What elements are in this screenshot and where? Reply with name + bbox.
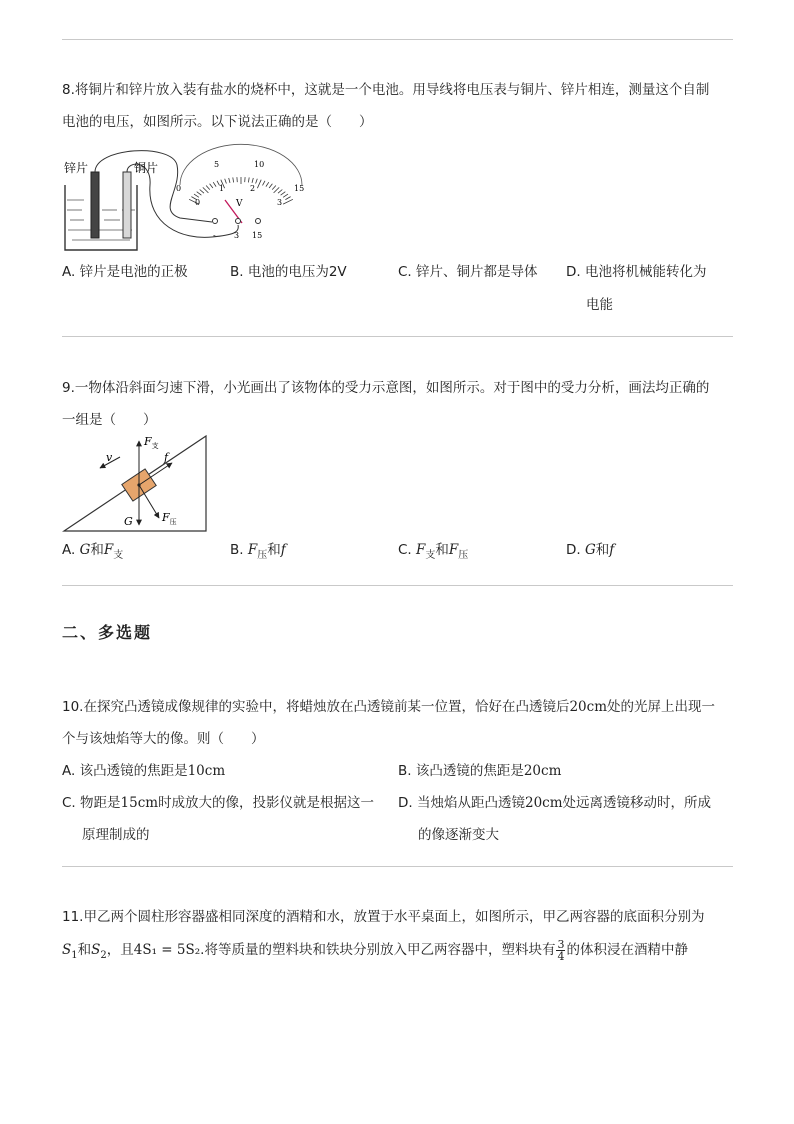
q10-stem-line1: 10.在探究凸透镜成像规律的实验中，将蜡烛放在凸透镜前某一位置，恰好在凸透镜后20cm处的光屏上出现一: [62, 699, 716, 715]
scale-tick: [278, 190, 282, 194]
q10-option-c[interactable]: C. 物距是15cm时成放大的像，投影仪就是根据这一: [62, 795, 375, 811]
divider-after-q9: [62, 585, 733, 586]
scale-bottom-2: 2: [250, 184, 256, 193]
scale-tick: [263, 181, 266, 186]
scale-tick: [266, 182, 269, 186]
divider-top: [62, 39, 733, 40]
v-label: v: [106, 451, 113, 464]
scale-tick: [281, 192, 286, 196]
q9-stem-line2: 一组是（ ）: [62, 412, 157, 428]
scale-tick: [248, 177, 249, 182]
scale-tick: [213, 182, 216, 186]
section-title-multiple-choice: 二、多选题: [62, 623, 153, 642]
f-support-label: $F_支$: [144, 435, 159, 450]
terminal-neg: [213, 219, 218, 224]
scale-tick: [210, 184, 213, 188]
scale-tick: [225, 179, 227, 184]
q9-option-b[interactable]: B. $F_压$和f: [230, 542, 286, 561]
q10-option-d-line2: 的像逐渐变大: [418, 827, 499, 843]
scale-tick: [257, 180, 261, 189]
scale-tick: [229, 178, 230, 183]
scale-top-5: 5: [214, 160, 220, 169]
divider-after-q8: [62, 336, 733, 337]
scale-tick: [285, 197, 290, 200]
q11-stem-line1: 11.甲乙两个圆柱形容器盛相同深度的酒精和水，放置于水平桌面上，如图所示，甲乙两容器的底面积分别为: [62, 909, 705, 925]
q8-option-c[interactable]: C. 锌片、铜片都是导体: [398, 264, 538, 280]
q9-option-a[interactable]: A. G和$F_支$: [62, 542, 124, 561]
f-press-label: $F_压$: [162, 511, 177, 526]
scale-tick: [283, 199, 293, 204]
scale-top-10: 10: [254, 160, 265, 169]
zinc-plate: [91, 172, 99, 238]
scale-bottom-3: 3: [277, 198, 283, 207]
scale-tick: [272, 186, 276, 190]
divider-after-q10: [62, 866, 733, 867]
terminal-3-label: 3: [234, 231, 240, 240]
terminal-15: [256, 219, 261, 224]
copper-label: 铜片: [134, 161, 159, 175]
q9-option-c[interactable]: C. $F_支$和$F_压$: [398, 542, 469, 561]
q10-option-b[interactable]: B. 该凸透镜的焦距是20cm: [398, 763, 562, 779]
q10-stem-line2: 个与该烛焰等大的像。则（ ）: [62, 731, 265, 747]
scale-tick: [233, 177, 234, 182]
scale-tick: [194, 194, 199, 197]
scale-tick: [283, 194, 288, 197]
q9-option-d[interactable]: D. G和f: [566, 542, 615, 558]
q8-option-a[interactable]: A. 锌片是电池的正极: [62, 264, 188, 280]
scale-tick: [274, 187, 280, 193]
q11-stem-line2: $S_1$和$S_2$，且4S₁ = 5S₂.将等质量的塑料块和铁块分别放入甲乙两容器中，塑料块有 $\frac{3}{4}$ 的体积浸在酒精中静: [62, 937, 688, 963]
terminal-15-label: 15: [252, 231, 263, 240]
q10-option-d[interactable]: D. 当烛焰从距凸透镜20cm处远离透镜移动时，所成: [398, 795, 712, 811]
q8-option-d[interactable]: D. 电池将机械能转化为: [566, 264, 707, 280]
terminal-neg-label: -: [213, 231, 216, 240]
scale-tick: [252, 178, 253, 183]
scale-tick: [256, 179, 258, 184]
q8-option-b[interactable]: B. 电池的电压为2V: [230, 264, 347, 280]
q9-stem-line1: 9.一物体沿斜面匀速下滑，小光画出了该物体的受力示意图，如图所示。对于图中的受力分析，画法均正确的: [62, 380, 710, 396]
q11-fraction: $\frac{3}{4}$: [557, 937, 565, 963]
scale-tick: [200, 190, 204, 194]
scale-bottom-1: 1: [219, 184, 225, 193]
q10-option-a[interactable]: A. 该凸透镜的焦距是10cm: [62, 763, 226, 779]
q9-incline-force-figure: [62, 433, 212, 533]
scale-top-0: 0: [176, 184, 182, 193]
scale-tick: [206, 186, 210, 190]
friction-label: f: [164, 451, 169, 464]
q11-area-equation: 4S₁ = 5S₂: [133, 942, 201, 958]
q8-stem-line2: 电池的电压，如图所示。以下说法正确的是（ ）: [62, 114, 373, 130]
scale-bottom-0: 0: [195, 198, 201, 207]
zinc-label: 锌片: [64, 161, 89, 175]
terminal-3: [236, 219, 241, 224]
scale-tick: [203, 187, 209, 193]
copper-plate: [123, 172, 131, 238]
q8-option-d-line2: 电能: [586, 297, 613, 313]
unit-v: V: [236, 199, 243, 209]
g-label: G: [124, 515, 133, 528]
scale-top-15: 15: [294, 184, 305, 193]
scale-tick: [269, 184, 272, 188]
q8-stem-line1: 8.将铜片和锌片放入装有盐水的烧杯中，这就是一个电池。用导线将电压表与铜片、锌片相连，测量这个自制: [62, 82, 710, 98]
q10-option-c-line2: 原理制成的: [82, 827, 150, 843]
scale-tick: [197, 192, 202, 196]
q8-battery-voltmeter-figure: [62, 155, 382, 255]
